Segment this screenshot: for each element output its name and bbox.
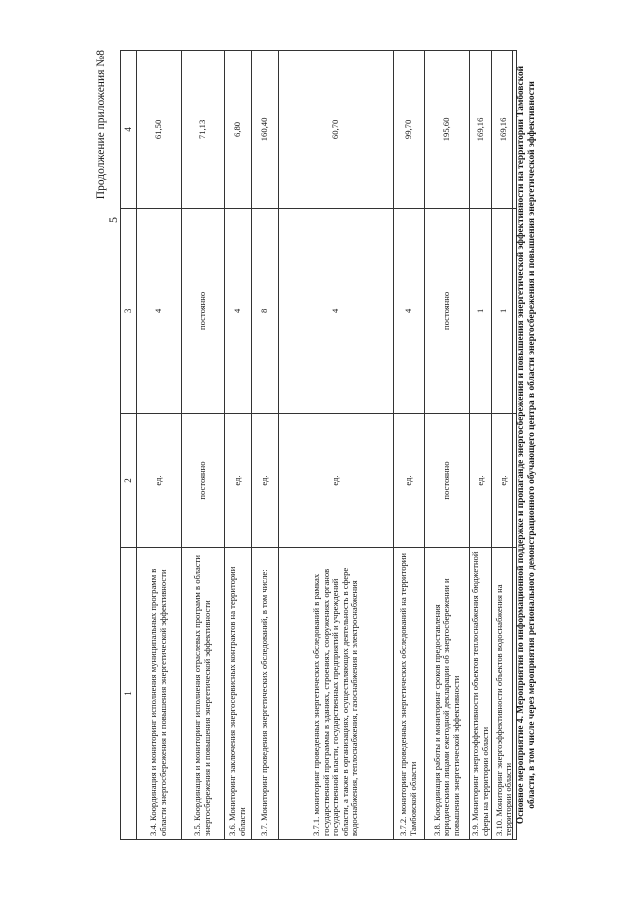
row-quantity: 4 [394, 208, 425, 413]
table-row [394, 51, 425, 840]
row-name: 3.7.1. мониторинг проведенных энергетических обследований в рамках государственной программы в зданиях, строениях, сооружениях органов государственной власти, государственных предприятий и учреждений области, а также в организациях, осуществляющих деятельность в сфере водоснабжения, теплоснабжения, газоснабжения и электроснабжения [279, 548, 394, 840]
row-value: 61,50 [137, 51, 182, 209]
table-row [279, 51, 394, 840]
row-name: 3.5. Координация и мониторинг исполнения отраслевых программ в области энергосбережения и повышения энергетической эффективности [182, 548, 225, 840]
row-unit: ед. [279, 413, 394, 547]
row-quantity: 4 [279, 208, 394, 413]
column-header-1: 1 [121, 548, 137, 840]
row-name: 3.9. Мониторинг энергоэффективности объектов теплоснабжения бюджетной сферы на территории области [470, 548, 492, 840]
row-quantity: постоянно [182, 208, 225, 413]
page-number: 5 [106, 217, 120, 223]
section-divider [512, 50, 513, 840]
row-unit: постоянно [425, 413, 470, 547]
row-name: 3.7.2. мониторинг проведенных энергетических обследований на территории Тамбовской области [394, 548, 425, 840]
row-value: 160,40 [252, 51, 279, 209]
row-unit: ед. [137, 413, 182, 547]
table-row [225, 51, 252, 840]
continuation-note: Продолжение приложения №8 [95, 50, 107, 200]
row-name: 3.7. Мониторинг проведения энергетических обследований, в том числе: [252, 548, 279, 840]
table-header-row [121, 51, 137, 840]
row-unit: постоянно [182, 413, 225, 547]
row-unit: ед. [492, 413, 517, 547]
row-value: 169,16 [492, 51, 517, 209]
row-value: 60,70 [279, 51, 394, 209]
measures-table [120, 50, 517, 840]
table-row [470, 51, 492, 840]
row-quantity: постоянно [425, 208, 470, 413]
row-unit: ед. [470, 413, 492, 547]
row-quantity: 1 [470, 208, 492, 413]
table-row [492, 51, 517, 840]
table-row [252, 51, 279, 840]
row-name: 3.6. Мониторинг заключения энергосервисных контрактов на территории области [225, 548, 252, 840]
row-name: 3.4. Координация и мониторинг исполнения муниципальных программ в области энергосбережения и повышения энергетической эффективности [137, 548, 182, 840]
row-value: 6,80 [225, 51, 252, 209]
row-unit: ед. [252, 413, 279, 547]
row-value: 99,70 [394, 51, 425, 209]
row-quantity: 1 [492, 208, 517, 413]
table-row [425, 51, 470, 840]
row-quantity: 8 [252, 208, 279, 413]
row-quantity: 4 [225, 208, 252, 413]
row-name: 3.8. Координация работы и мониторинг сроков предоставления юридическими лицами ежегодной декларации об энергосбережении и повышении энергетической эффективности [425, 548, 470, 840]
row-value: 169,16 [470, 51, 492, 209]
column-header-3: 3 [121, 208, 137, 413]
main-event-heading: Основное мероприятие 4. Мероприятия по информационной поддержке и пропаганде энергосбережения и повышения энергетической эффективности на территории Тамбовской области, в том числе через мероприятия регионального демонстрационного обучающего центра в области энергосбережения и повышения энергетической эффективности [516, 65, 538, 825]
rotated-document-sheet [0, 20, 590, 880]
table-row [182, 51, 225, 840]
row-unit: ед. [394, 413, 425, 547]
row-quantity: 4 [137, 208, 182, 413]
row-unit: ед. [225, 413, 252, 547]
table-row [137, 51, 182, 840]
row-name: 3.10. Мониторинг энергоэффективности объектов водоснабжения на территории области [492, 548, 517, 840]
row-value: 71,13 [182, 51, 225, 209]
column-header-2: 2 [121, 413, 137, 547]
row-value: 195,60 [425, 51, 470, 209]
column-header-4: 4 [121, 51, 137, 209]
